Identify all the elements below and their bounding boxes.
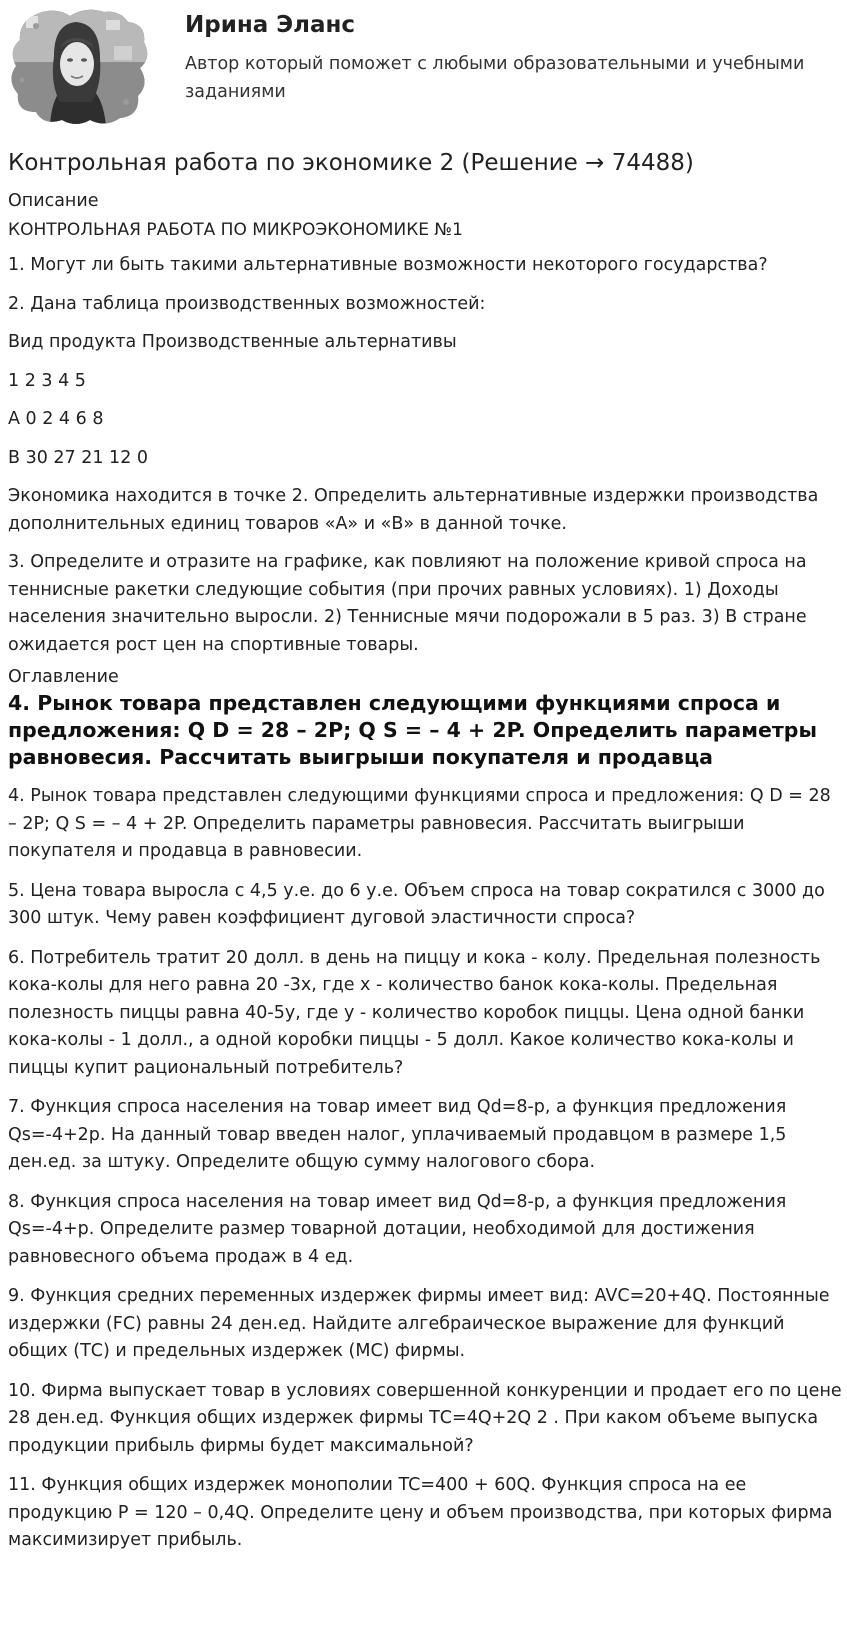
toc-paragraph: 10. Фирма выпускает товар в условиях совершенной конкуренции и продает его по цене 28 ден.ед. Функция общих издержек фирмы ТС=4Q+2Q 2 . При каком объеме выпуска продукции прибыль фирмы будет максимальной? xyxy=(8,1380,842,1456)
author-name[interactable]: Ирина Эланс xyxy=(185,12,356,38)
toc-paragraph: 7. Функция спроса населения на товар имеет вид Qd=8-р, а функция предложения Qs=-4+2р. На данный товар введен налог, уплачиваемый продавцом в размере 1,5 ден.ед. за штуку. Определите общую сумму налогового сбора. xyxy=(8,1097,787,1172)
description-paragraph: 1. Могут ли быть такими альтернативные возможности некоторого государства? xyxy=(8,255,768,275)
avatar-photo xyxy=(6,6,150,126)
toc-paragraph: 11. Функция общих издержек монополии TC=400 + 60Q. Функция спроса на ее продукцию P = 120 – 0,4Q. Определите цену и объем производства, при которых фирма максимизирует прибыль. xyxy=(8,1475,833,1550)
avatar xyxy=(6,6,150,126)
description-heading: КОНТРОЛЬНАЯ РАБОТА ПО МИКРОЭКОНОМИКЕ №1 xyxy=(8,220,463,240)
toc-paragraph: 6. Потребитель тратит 20 долл. в день на пиццу и кока - колу. Предельная полезность кока-колы для него равна 20 -3х, где х - количество банок кока-колы. Предельная полезность пиццы равна 40-5у, где у - количество коробок пиццы. Цена одной банки кока-колы - 1 долл., а одной коробки пиццы - 5 долл. Какое количество кока-колы и пиццы купит рациональный потребитель? xyxy=(8,947,821,1078)
page-title: Контрольная работа по экономике 2 (Решение → 74488) xyxy=(8,150,694,176)
description-paragraph: 2. Дана таблица производственных возможностей: xyxy=(8,293,486,314)
description-paragraph: Вид продукта Производственные альтернативы xyxy=(8,332,457,352)
description-paragraph: Экономика находится в точке 2. Определить альтернативные издержки производства дополнительных единиц товаров «А» и «В» в данной точке. xyxy=(8,486,819,534)
toc-paragraph: 8. Функция спроса населения на товар имеет вид Qd=8-р, а функция предложения Qs=-4+р. Определите размер товарной дотации, необходимой для достижения равновесного объема продаж в 4 ед. xyxy=(8,1191,787,1267)
toc-heading: 4. Рынок товара представлен следующими функциями спроса и предложения: Q D = 28 – 2P; Q S = – 4 + 2P. Определить параметры равновесия. Рассчитать выигрыши покупателя и продавца xyxy=(8,691,818,769)
main-content xyxy=(8,148,844,1555)
toc-paragraph: 4. Рынок товара представлен следующими функциями спроса и предложения: Q D = 28 – 2P; Q S = – 4 + 2P. Определить параметры равновесия. Рассчитать выигрыши покупателя и продавца в равновесии. xyxy=(8,786,831,861)
description-paragraph: 3. Определите и отразите на графике, как повлияют на положение кривой спроса на теннисные ракетки следующие события (при прочих равных условиях). 1) Доходы населения значительно выросли. 2) Теннисные мячи подорожали в 5 раз. 3) В стране ожидается рост цен на спортивные товары. xyxy=(8,552,807,655)
toc-paragraph: 9. Функция средних переменных издержек фирмы имеет вид: AVC=20+4Q. Постоянные издержки (FC) равны 24 ден.ед. Найдите алгебраическое выражение для функций общих (ТС) и предельных издержек (МС) фирмы. xyxy=(8,1286,830,1361)
description-paragraph: В 30 27 21 12 0 xyxy=(8,447,149,468)
toc-paragraph: 5. Цена товара выросла с 4,5 у.е. до 6 у.е. Объем спроса на товар сократился с 3000 до 300 штук. Чему равен коэффициент дуговой эластичности спроса? xyxy=(8,880,825,928)
description-paragraph: А 0 2 4 6 8 xyxy=(8,409,104,429)
author-description: Автор который поможет с любыми образовательными и учебными заданиями xyxy=(185,54,805,102)
author-block xyxy=(0,0,847,136)
description-label: Описание xyxy=(8,191,99,211)
description-paragraph: 1 2 3 4 5 xyxy=(8,370,86,391)
toc-label: Оглавление xyxy=(8,667,119,687)
